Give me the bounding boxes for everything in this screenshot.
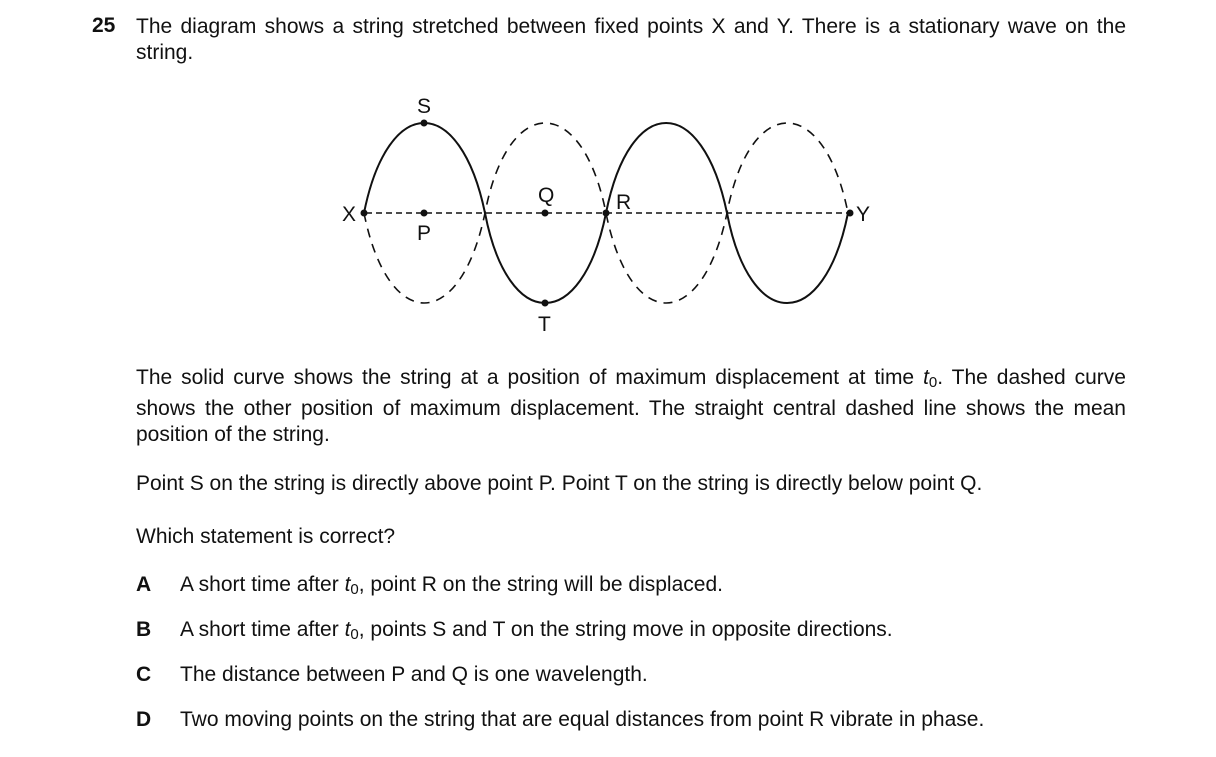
- label-y: Y: [856, 203, 871, 226]
- label-r: R: [616, 191, 632, 214]
- diagram-description: [136, 365, 1126, 448]
- point-p: [421, 210, 428, 217]
- label-t: T: [538, 313, 551, 336]
- option-a-time-subscript: 0: [350, 581, 359, 598]
- point-t: [542, 300, 549, 307]
- stationary-wave-diagram: [330, 88, 890, 338]
- question-prompt: Which statement is correct?: [136, 525, 396, 548]
- option-c-text: The distance between P and Q is one wavelength.: [180, 663, 648, 686]
- option-b-text-b: , points S and T on the string move in opposite directions.: [358, 618, 893, 641]
- point-y: [847, 210, 854, 217]
- option-a-text: [180, 572, 723, 603]
- p1-text-b: . The dashed curve shows the other position of maximum displacement. The straight central dashed line shows the mean position of the string.: [136, 366, 1126, 446]
- label-x: X: [342, 203, 357, 226]
- option-c-letter: C: [136, 663, 152, 686]
- option-b-text-a: A short time after: [180, 618, 345, 641]
- option-a-text-b: , point R on the string will be displaced.: [358, 573, 723, 596]
- label-s: S: [417, 95, 432, 118]
- point-r: [603, 210, 610, 217]
- time-symbol: t: [923, 366, 929, 389]
- option-a-letter: A: [136, 573, 152, 596]
- point-q: [542, 210, 549, 217]
- points-description: Point S on the string is directly above point P. Point T on the string is directly below point Q.: [136, 472, 983, 495]
- option-b-time-symbol: t: [344, 618, 351, 641]
- question-stem: The diagram shows a string stretched between fixed points X and Y. There is a stationary wave on the string.: [136, 15, 1126, 64]
- option-d-text: Two moving points on the string that are equal distances from point R vibrate in phase.: [180, 708, 985, 731]
- option-b-text: [180, 617, 893, 648]
- time-subscript: 0: [928, 374, 938, 391]
- option-d-letter: D: [136, 708, 152, 731]
- option-b-letter: B: [136, 618, 152, 641]
- p1-text-a: The solid curve shows the string at a position of maximum displacement at time: [136, 366, 924, 389]
- point-x: [361, 210, 368, 217]
- label-p: P: [417, 222, 432, 245]
- option-a-text-a: A short time after: [180, 573, 345, 596]
- question-number: 25: [92, 14, 116, 37]
- option-a-time-symbol: t: [344, 573, 351, 596]
- label-q: Q: [538, 184, 555, 207]
- point-s: [421, 120, 428, 127]
- option-b-time-subscript: 0: [350, 626, 359, 643]
